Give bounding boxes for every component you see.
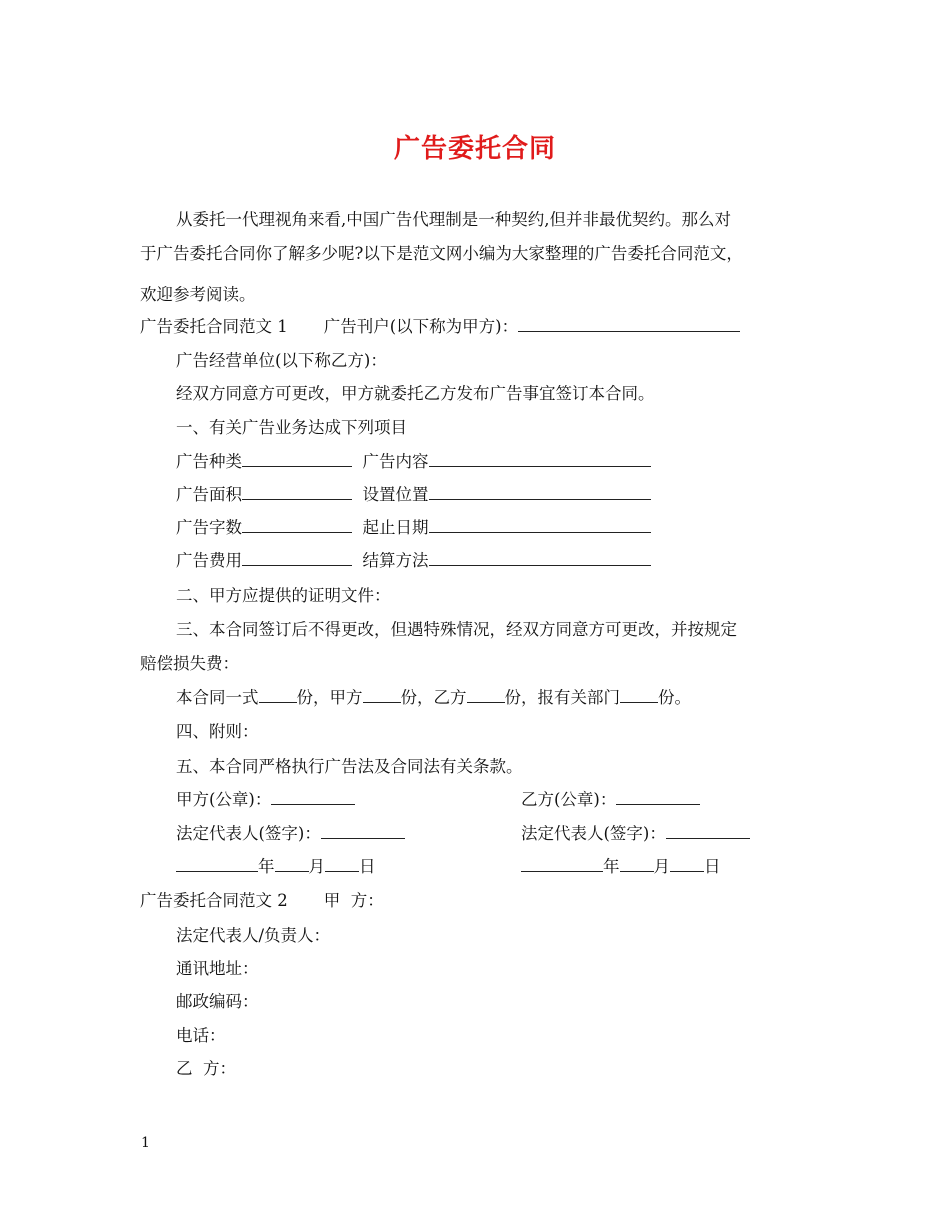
sign-blank <box>616 789 700 805</box>
item-label: 起止日期 <box>362 518 429 537</box>
item-label: 广告种类 <box>176 452 242 471</box>
sample2-address: 通讯地址： <box>176 959 259 978</box>
party-b-label: 广告经营单位(以下称乙方)： <box>176 351 387 370</box>
item-blank <box>429 517 651 533</box>
sign-label: 甲方(公章)： <box>176 790 272 809</box>
sign-a-rep <box>176 823 405 845</box>
party-a-blank <box>518 316 740 332</box>
sample2-party-a: 甲 方： <box>323 891 384 910</box>
item-row <box>176 550 651 572</box>
item-row <box>176 451 651 473</box>
item-blank <box>429 484 651 500</box>
year-label: 年 <box>258 857 275 876</box>
date-a <box>176 856 376 878</box>
section-3-line-1: 三、本合同签订后不得更改，但遇特殊情况，经双方同意方可更改，并按规定 <box>176 620 737 639</box>
item-row <box>176 517 651 539</box>
item-row <box>176 484 651 506</box>
sample1-heading: 广告委托合同范文 1 <box>140 317 288 336</box>
section-1-heading: 一、有关广告业务达成下列项目 <box>176 418 407 437</box>
month-blank <box>620 856 654 872</box>
copies-text: 份，乙方 <box>400 688 467 707</box>
agreement-text: 经双方同意方可更改，甲方就委托乙方发布广告事宜签订本合同。 <box>176 384 655 403</box>
item-blank <box>242 451 352 467</box>
copies-blank <box>467 687 505 703</box>
item-blank <box>429 550 651 566</box>
copies-blank <box>363 687 401 703</box>
month-label: 月 <box>653 857 670 876</box>
item-label: 广告费用 <box>176 551 242 570</box>
copies-text: 本合同一式 <box>176 688 259 707</box>
sign-label: 法定代表人(签字)： <box>521 824 666 843</box>
copies-text: 份，甲方 <box>296 688 363 707</box>
section-2-heading: 二、甲方应提供的证明文件： <box>176 586 391 605</box>
year-blank <box>176 856 258 872</box>
item-blank <box>242 517 352 533</box>
month-label: 月 <box>308 857 325 876</box>
item-label: 设置位置 <box>362 485 429 504</box>
document-title: 广告委托合同 <box>393 134 556 164</box>
sign-blank <box>321 823 405 839</box>
item-label: 广告字数 <box>176 518 242 537</box>
year-blank <box>521 856 603 872</box>
sample2-party-b: 乙 方： <box>176 1059 236 1078</box>
item-blank <box>242 550 352 566</box>
day-blank <box>670 856 704 872</box>
party-a-label: 广告刊户(以下称为甲方)： <box>323 317 519 336</box>
page-number: 1 <box>141 1135 150 1151</box>
copies-blank <box>620 687 658 703</box>
intro-line-1: 从委托一代理视角来看,中国广告代理制是一种契约,但并非最优契约。那么对 <box>176 210 731 229</box>
date-b <box>521 856 721 878</box>
sample1-heading-line <box>140 316 740 338</box>
sign-blank <box>271 789 355 805</box>
copies-line <box>176 687 691 709</box>
item-label: 广告面积 <box>176 485 242 504</box>
day-label: 日 <box>704 857 721 876</box>
item-blank <box>429 451 651 467</box>
sample2-postcode: 邮政编码： <box>176 992 259 1011</box>
year-label: 年 <box>603 857 620 876</box>
month-blank <box>275 856 309 872</box>
section-4-heading: 四、附则： <box>176 722 259 741</box>
sign-a-seal <box>176 789 355 811</box>
section-3-line-2: 赔偿损失费： <box>140 654 239 673</box>
sign-b-rep <box>521 823 750 845</box>
copies-text: 份。 <box>658 688 691 707</box>
day-label: 日 <box>359 857 376 876</box>
sign-label: 法定代表人(签字)： <box>176 824 321 843</box>
sign-label: 乙方(公章)： <box>521 790 617 809</box>
item-label: 广告内容 <box>362 452 429 471</box>
intro-line-3: 欢迎参考阅读。 <box>140 285 256 304</box>
copies-text: 份，报有关部门 <box>504 688 620 707</box>
sample2-rep: 法定代表人/负责人： <box>176 926 331 945</box>
intro-line-2: 于广告委托合同你了解多少呢?以下是范文网小编为大家整理的广告委托合同范文， <box>140 244 743 263</box>
sign-b-seal <box>521 789 700 811</box>
copies-blank <box>259 687 297 703</box>
item-label: 结算方法 <box>362 551 429 570</box>
sign-blank <box>666 823 750 839</box>
sample2-heading-line <box>140 890 384 912</box>
item-blank <box>242 484 352 500</box>
sample2-heading: 广告委托合同范文 2 <box>140 891 288 910</box>
section-5-heading: 五、本合同严格执行广告法及合同法有关条款。 <box>176 757 523 776</box>
day-blank <box>325 856 359 872</box>
sample2-phone: 电话： <box>176 1026 226 1045</box>
